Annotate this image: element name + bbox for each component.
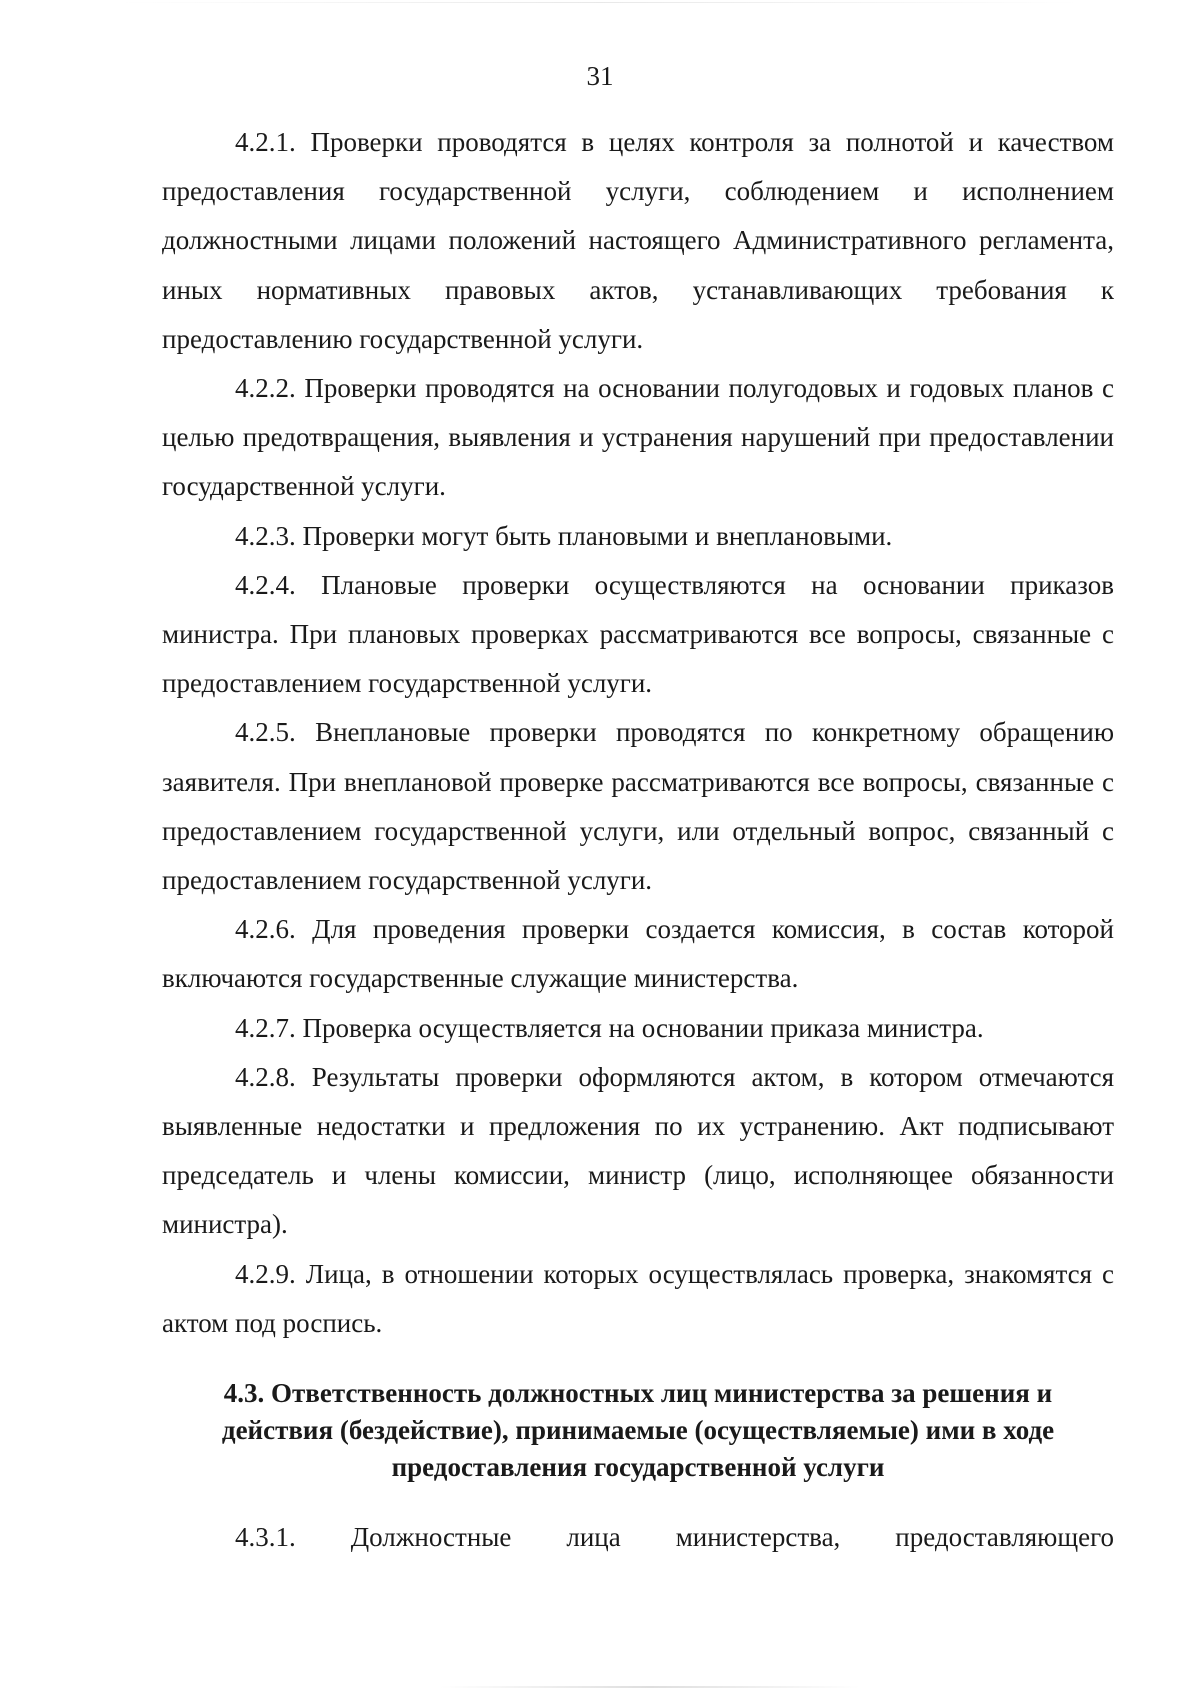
paragraph-4-2-4: 4.2.4. Плановые проверки осуществляются на основании приказов министра. При плановых проверках рассматриваются все вопросы, связанные с предоставлением государственной услуги. — [162, 569, 1114, 699]
paragraph-4-3-1-start: 4.3.1. Должностные лица министерства, предоставляющего — [235, 1522, 1114, 1553]
paragraph-4-2-6: 4.2.6. Для проведения проверки создается комиссия, в состав которой включаются государственные служащие министерства. — [162, 914, 1114, 994]
document-body — [162, 118, 1114, 1562]
section-heading-4-3: 4.3. Ответственность должностных лиц министерства за решения и действия (бездействие), принимаемые (осуществляемые) ими в ходе предоставления государственной услуги — [221, 1378, 1055, 1483]
paragraph-4-2-3: 4.2.3. Проверки могут быть плановыми и внеплановыми. — [235, 520, 893, 551]
paragraph-4-2-5: 4.2.5. Внеплановые проверки проводятся по конкретному обращению заявителя. При внеплановой проверке рассматриваются все вопросы, связанные с предоставлением государственной услуги, или отдельный вопрос, связанный с предоставлением государственной услуги. — [162, 717, 1114, 896]
paragraph-4-2-1: 4.2.1. Проверки проводятся в целях контроля за полнотой и качеством предоставления государственной услуги, соблюдением и исполнением должностными лицами положений настоящего Административного регламента, иных нормативных правовых актов, устанавливающих требования к предоставлению государственной услуги. — [162, 127, 1114, 354]
paragraph-4-2-9: 4.2.9. Лица, в отношении которых осуществлялась проверка, знакомятся с актом под роспись. — [162, 1258, 1114, 1338]
scan-artifact-top — [120, 2, 1080, 3]
paragraph-4-2-2: 4.2.2. Проверки проводятся на основании полугодовых и годовых планов с целью предотвращения, выявления и устранения нарушений при предоставлении государственной услуги. — [162, 373, 1114, 502]
page-number: 31 — [586, 61, 614, 91]
scan-artifact-bottom — [440, 1686, 860, 1688]
paragraph-4-2-8: 4.2.8. Результаты проверки оформляются актом, в котором отмечаются выявленные недостатки и предложения по их устранению. Акт подписывают председатель и члены комиссии, министр (лицо, исполняющее обязанности министра). — [162, 1061, 1114, 1240]
paragraph-4-2-7: 4.2.7. Проверка осуществляется на основании приказа министра. — [235, 1012, 984, 1043]
